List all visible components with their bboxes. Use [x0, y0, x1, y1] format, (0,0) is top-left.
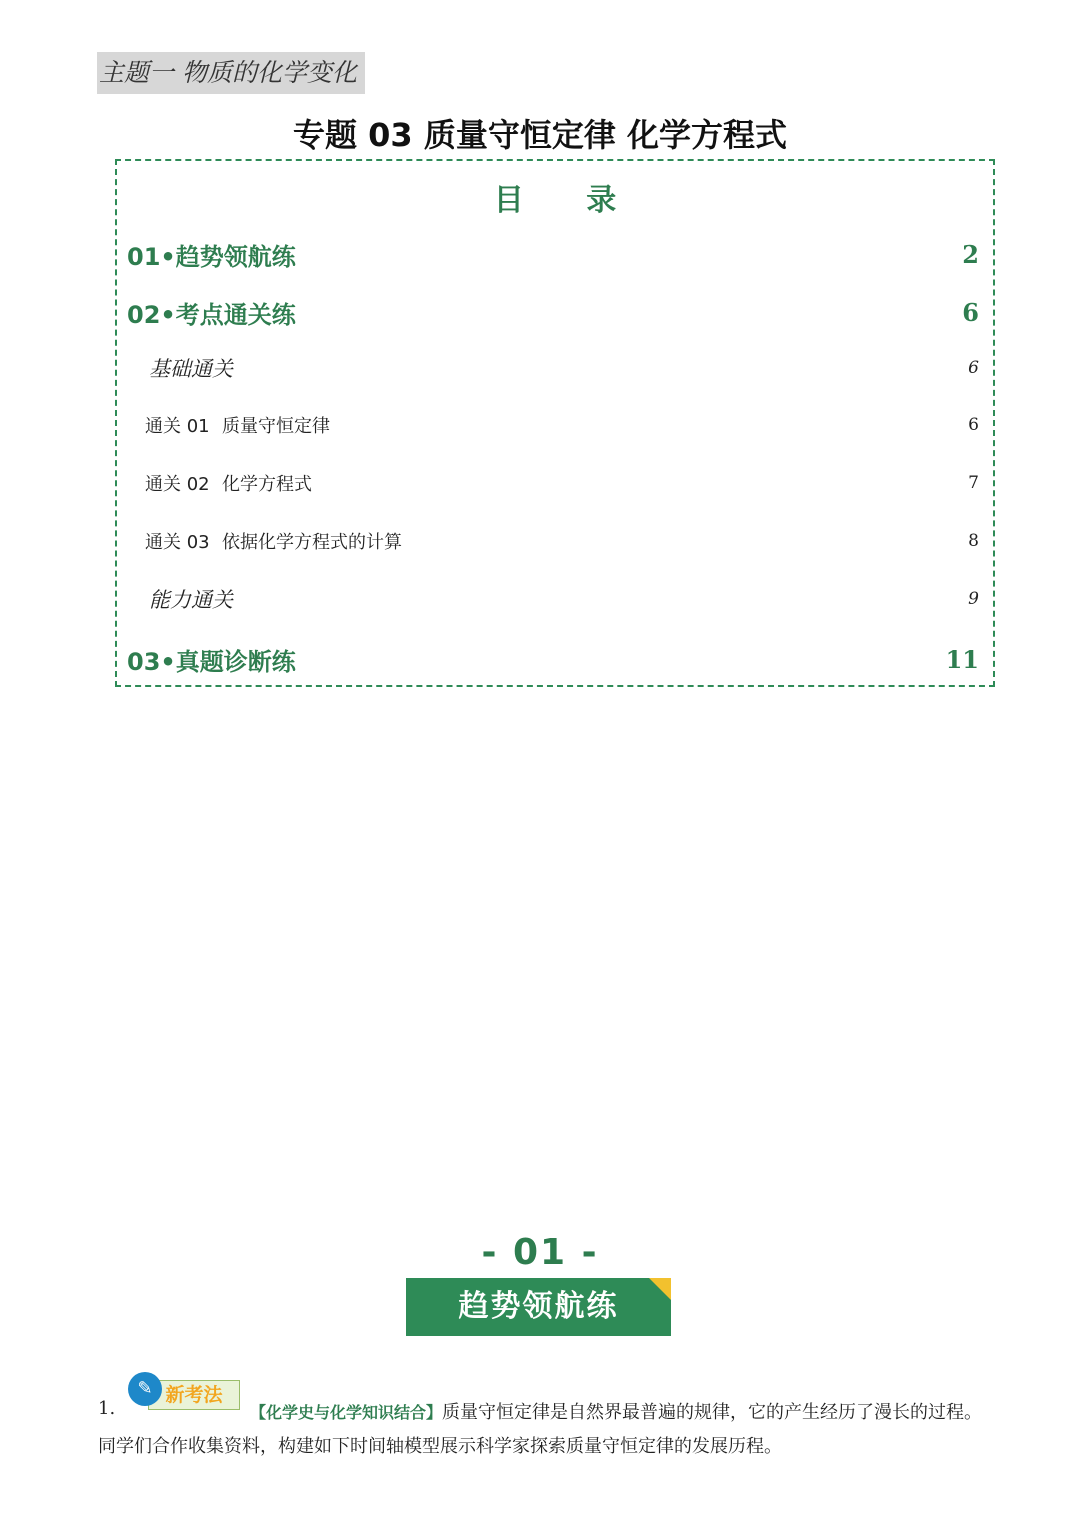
toc-entry-text — [145, 412, 330, 438]
toc-entry-pass-02[interactable] — [117, 470, 993, 496]
toc-entry-label: 基础通关 — [149, 357, 233, 381]
question-text — [98, 1396, 988, 1464]
toc-entry-label: 02•考点通关练 — [127, 301, 296, 329]
toc-entry-page: 6 — [968, 358, 979, 378]
toc-entry-text — [145, 528, 402, 554]
toc-entry-real-exam[interactable] — [117, 642, 993, 677]
toc-entry-label: 01•趋势领航练 — [127, 243, 296, 271]
toc-heading: 目 录 — [493, 183, 643, 218]
toc-entry-page: 6 — [962, 298, 979, 327]
toc-entry-kaodian[interactable] — [117, 295, 993, 330]
toc-entry-label: 能力通关 — [149, 588, 233, 612]
toc-entry-trend[interactable] — [117, 237, 993, 272]
toc-entry-code: 通关 02 — [145, 474, 210, 495]
toc-entry-label: 03•真题诊断练 — [127, 648, 296, 676]
question-number: 1. — [98, 1398, 116, 1419]
toc-entry-pass-01[interactable] — [117, 412, 993, 438]
toc-entry-code: 通关 01 — [145, 416, 210, 437]
section-number: - 01 - — [481, 1232, 599, 1273]
toc-entry-label: 化学方程式 — [222, 474, 312, 495]
question-body: 质量守恒定律是自然界最普遍的规律，它的产生经历了漫长的过程。同学们合作收集资料，构建如下时间轴模型展示科学家探索质量守恒定律的发展历程。 — [98, 1402, 983, 1457]
toc-entry-page: 11 — [945, 645, 979, 674]
toc-entry-page: 8 — [968, 531, 979, 551]
toc-entry-page: 7 — [968, 473, 979, 493]
banner-corner-decoration — [649, 1278, 671, 1300]
question-tag: 【化学史与化学知识结合】 — [250, 1403, 443, 1422]
toc-entry-label: 质量守恒定律 — [222, 416, 330, 437]
bulb-icon: ✎ — [128, 1372, 162, 1406]
toc-entry-page: 6 — [968, 415, 979, 435]
document-title: 专题 03 质量守恒定律 化学方程式 — [293, 116, 787, 154]
toc-entry-pass-03[interactable] — [117, 528, 993, 554]
section-banner-label: 趋势领航练 — [458, 1289, 619, 1324]
theme-label: 主题一 物质的化学变化 — [97, 52, 365, 94]
toc-entry-page: 9 — [968, 589, 979, 609]
toc-entry-ability[interactable] — [117, 584, 993, 614]
toc-entry-label: 依据化学方程式的计算 — [222, 532, 402, 553]
badge-label: 新考法 — [148, 1380, 240, 1410]
toc-entry-basic[interactable] — [117, 353, 993, 383]
section-banner — [406, 1278, 671, 1336]
toc-entry-page: 2 — [962, 240, 979, 269]
table-of-contents — [115, 159, 995, 687]
toc-entry-text — [145, 470, 312, 496]
toc-entry-code: 通关 03 — [145, 532, 210, 553]
